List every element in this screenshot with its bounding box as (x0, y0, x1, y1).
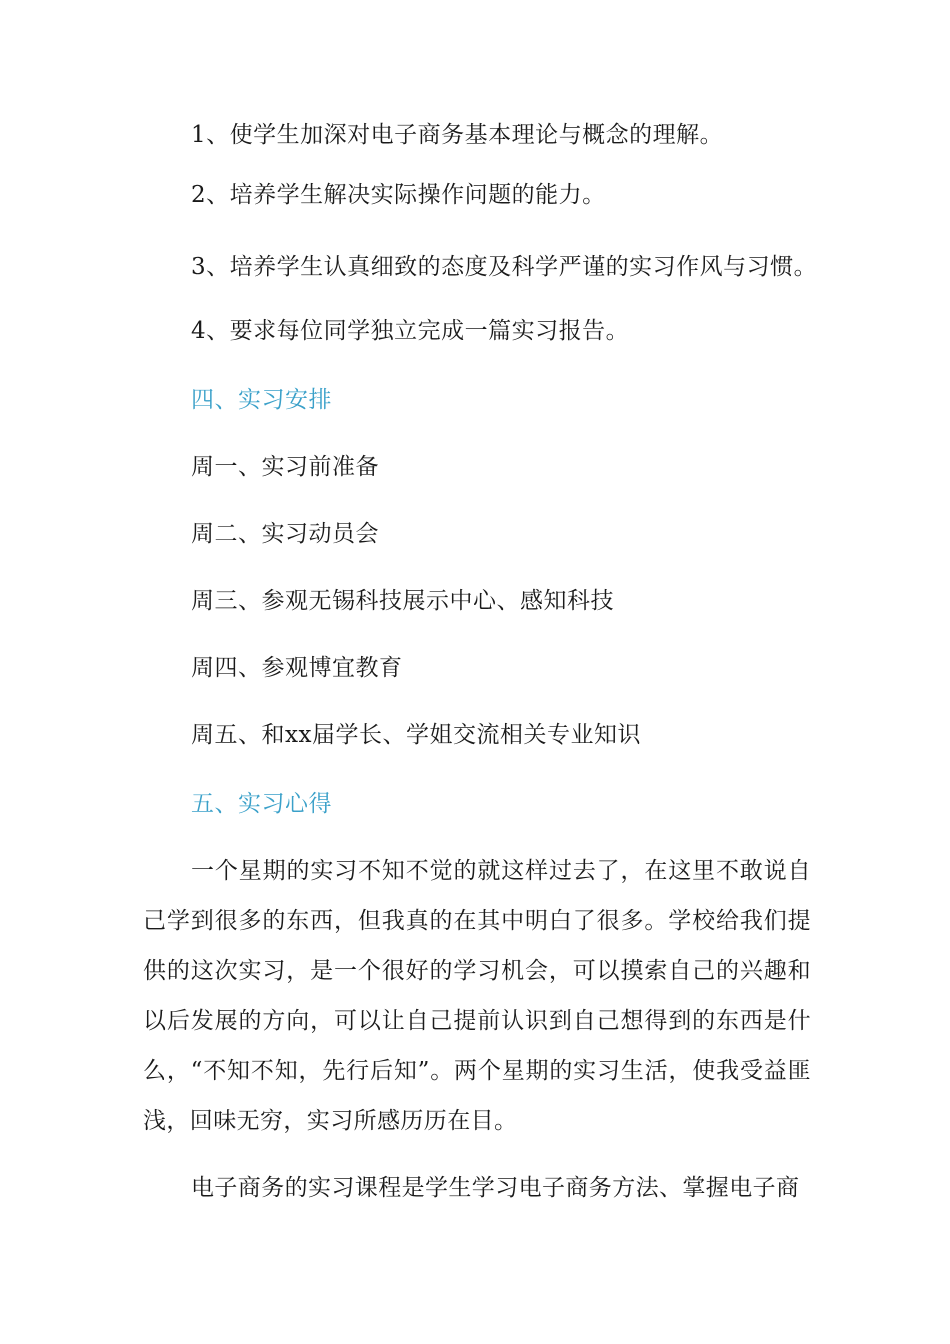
requirement-item-2: 2、培养学生解决实际操作问题的能力。 (191, 182, 606, 208)
section-heading-schedule: 四、实习安排 (191, 387, 332, 413)
reflection-paragraph-2: 电子商务的实习课程是学生学习电子商务方法、掌握电子商 (191, 1175, 800, 1201)
requirement-item-3: 3、培养学生认真细致的态度及科学严谨的实习作风与习惯。 (191, 254, 818, 280)
requirement-item-1: 1、使学生加深对电子商务基本理论与概念的理解。 (191, 122, 724, 148)
reflection-paragraph-1: 一个星期的实习不知不觉的就这样过去了，在这里不敢说自己学到很多的东西，但我真的在其中明白了很多。学校给我们提供的这次实习，是一个很好的学习机会，可以摸索自己的兴趣和以后发展的方向，可以让自己提前认识到自己想得到的东西是什么，“不知不知，先行后知”。两个星期的实习生活，使我受益匪浅，回味无穷，实习所感历历在目。 (143, 858, 811, 1134)
schedule-item-thursday: 周四、参观博宜教育 (191, 655, 403, 681)
section-heading-reflection: 五、实习心得 (191, 791, 332, 817)
schedule-item-friday: 周五、和xx届学长、学姐交流相关专业知识 (191, 722, 641, 748)
schedule-item-wednesday: 周三、参观无锡科技展示中心、感知科技 (191, 588, 614, 614)
requirement-item-4: 4、要求每位同学独立完成一篇实习报告。 (191, 318, 630, 344)
schedule-item-monday: 周一、实习前准备 (191, 454, 379, 480)
schedule-item-tuesday: 周二、实习动员会 (191, 521, 379, 547)
